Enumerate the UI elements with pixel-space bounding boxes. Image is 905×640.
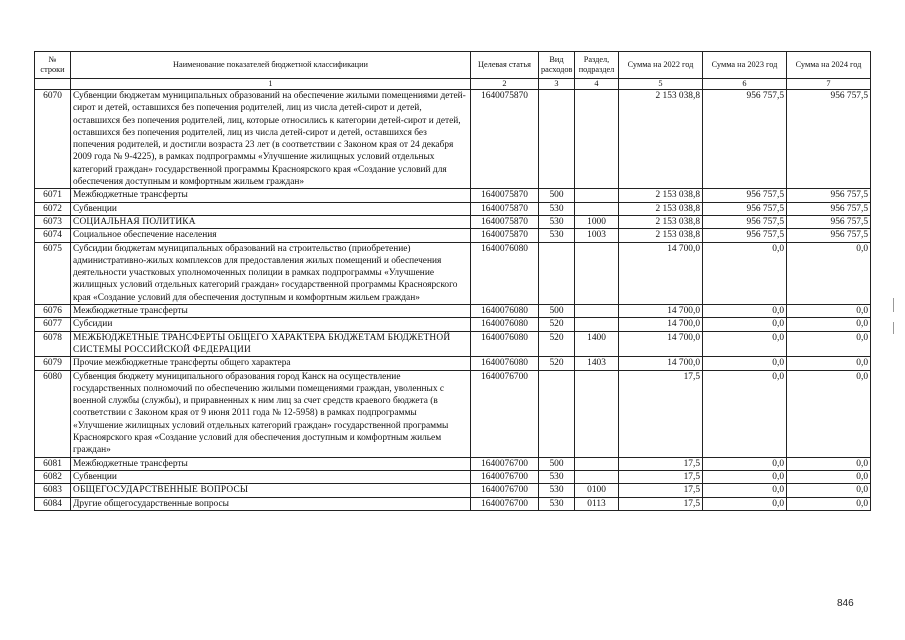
budget-table <box>34 51 871 511</box>
sum-2024: 0,0 <box>787 305 871 318</box>
scan-margin-mark <box>893 322 894 334</box>
table-row <box>35 331 871 357</box>
section <box>575 189 619 202</box>
target-article: 1640076080 <box>471 305 539 318</box>
row-number: 6074 <box>35 229 71 242</box>
sum-2022: 2 153 038,8 <box>619 189 703 202</box>
expense-type: 530 <box>539 470 575 483</box>
section <box>575 470 619 483</box>
sum-2022: 17,5 <box>619 470 703 483</box>
sum-2024: 956 757,5 <box>787 189 871 202</box>
section: 0113 <box>575 497 619 510</box>
header-target-article: Целевая статья <box>471 52 539 79</box>
indicator-name: Другие общегосударственные вопросы <box>71 497 471 510</box>
indicator-name: ОБЩЕГОСУДАРСТВЕННЫЕ ВОПРОСЫ <box>71 484 471 497</box>
target-article: 1640075870 <box>471 202 539 215</box>
table-header <box>35 52 871 90</box>
section <box>575 242 619 304</box>
column-number-row <box>35 79 871 90</box>
expense-type: 530 <box>539 215 575 228</box>
sum-2023: 0,0 <box>703 497 787 510</box>
sum-2023: 0,0 <box>703 484 787 497</box>
row-number: 6075 <box>35 242 71 304</box>
column-number: 7 <box>787 79 871 90</box>
section: 1003 <box>575 229 619 242</box>
indicator-name: Субвенции <box>71 470 471 483</box>
sum-2023: 956 757,5 <box>703 229 787 242</box>
expense-type: 500 <box>539 457 575 470</box>
sum-2022: 14 700,0 <box>619 318 703 331</box>
expense-type: 500 <box>539 189 575 202</box>
table-row <box>35 215 871 228</box>
row-number: 6079 <box>35 357 71 370</box>
row-number: 6071 <box>35 189 71 202</box>
sum-2023: 0,0 <box>703 242 787 304</box>
header-sum-2023: Сумма на 2023 год <box>703 52 787 79</box>
indicator-name: МЕЖБЮДЖЕТНЫЕ ТРАНСФЕРТЫ ОБЩЕГО ХАРАКТЕРА БЮДЖЕТАМ БЮДЖЕТНОЙ СИСТЕМЫ РОССИЙСКОЙ ФЕДЕРАЦИИ <box>71 331 471 357</box>
section: 0100 <box>575 484 619 497</box>
target-article: 1640076080 <box>471 318 539 331</box>
section <box>575 202 619 215</box>
target-article: 1640076080 <box>471 331 539 357</box>
indicator-name: Межбюджетные трансферты <box>71 189 471 202</box>
row-number: 6081 <box>35 457 71 470</box>
sum-2023: 956 757,5 <box>703 215 787 228</box>
sum-2024: 956 757,5 <box>787 202 871 215</box>
header-indicator-name: Наименование показателей бюджетной классификации <box>71 52 471 79</box>
column-number: 1 <box>71 79 471 90</box>
table-row <box>35 242 871 304</box>
table-row <box>35 318 871 331</box>
target-article: 1640076080 <box>471 357 539 370</box>
expense-type: 500 <box>539 305 575 318</box>
expense-type: 520 <box>539 318 575 331</box>
table-row <box>35 90 871 189</box>
sum-2022: 17,5 <box>619 457 703 470</box>
column-number: 2 <box>471 79 539 90</box>
row-number: 6076 <box>35 305 71 318</box>
row-number: 6070 <box>35 90 71 189</box>
indicator-name: Субсидии <box>71 318 471 331</box>
table-body <box>35 90 871 511</box>
sum-2024: 0,0 <box>787 470 871 483</box>
header-expense-type: Вид расходов <box>539 52 575 79</box>
expense-type: 520 <box>539 331 575 357</box>
row-number: 6077 <box>35 318 71 331</box>
table-row <box>35 370 871 457</box>
header-sum-2024: Сумма на 2024 год <box>787 52 871 79</box>
column-number: 4 <box>575 79 619 90</box>
row-number: 6082 <box>35 470 71 483</box>
sum-2022: 2 153 038,8 <box>619 202 703 215</box>
target-article: 1640076700 <box>471 497 539 510</box>
sum-2022: 14 700,0 <box>619 305 703 318</box>
sum-2024: 0,0 <box>787 318 871 331</box>
section <box>575 370 619 457</box>
target-article: 1640076700 <box>471 370 539 457</box>
column-number: 5 <box>619 79 703 90</box>
indicator-name: Субсидии бюджетам муниципальных образований на строительство (приобретение) административно-жилых комплексов для предоставления жилых помещений и обеспечения деятельности участковых уполномоченных полиции в рамках подпрограммы «Улучшение жилищных условий отдельных категорий граждан» государственной программы Красноярского края «Создание условий для обеспечения доступным и комфортным жильем граждан» <box>71 242 471 304</box>
section <box>575 90 619 189</box>
sum-2024: 0,0 <box>787 331 871 357</box>
indicator-name: Субвенции бюджетам муниципальных образований на обеспечение жилыми помещениями детей-сирот и детей, оставшихся без попечения родителей, лиц из числа детей-сирот и детей, оставшихся без попечения родителей, лиц, которые относились к категории детей-сирот и детей, оставшихся без попечения родителей, лиц из числа детей-сирот и детей, оставшихся без попечения родителей, и достигли возраста 23 лет (в соответствии с Законом края от 24 декабря 2009 года № 9-4225), в рамках подпрограммы «Улучшение жилищных условий отдельных категорий граждан» государственной программы Красноярского края «Создание условий для обеспечения доступным и комфортным жильем граждан» <box>71 90 471 189</box>
target-article: 1640076080 <box>471 242 539 304</box>
sum-2023: 956 757,5 <box>703 202 787 215</box>
indicator-name: Субвенции <box>71 202 471 215</box>
section <box>575 305 619 318</box>
sum-2022: 14 700,0 <box>619 331 703 357</box>
table-row <box>35 497 871 510</box>
header-row-number: № строки <box>35 52 71 79</box>
sum-2024: 956 757,5 <box>787 90 871 189</box>
column-number <box>35 79 71 90</box>
expense-type <box>539 242 575 304</box>
section <box>575 457 619 470</box>
row-number: 6080 <box>35 370 71 457</box>
sum-2024: 956 757,5 <box>787 215 871 228</box>
expense-type <box>539 370 575 457</box>
sum-2022: 17,5 <box>619 370 703 457</box>
expense-type: 530 <box>539 202 575 215</box>
indicator-name: Социальное обеспечение населения <box>71 229 471 242</box>
sum-2022: 17,5 <box>619 497 703 510</box>
target-article: 1640076700 <box>471 457 539 470</box>
sum-2024: 0,0 <box>787 484 871 497</box>
expense-type: 530 <box>539 497 575 510</box>
table-row <box>35 229 871 242</box>
table-row <box>35 202 871 215</box>
sum-2022: 2 153 038,8 <box>619 229 703 242</box>
expense-type: 530 <box>539 229 575 242</box>
target-article: 1640075870 <box>471 229 539 242</box>
target-article: 1640076700 <box>471 484 539 497</box>
indicator-name: Межбюджетные трансферты <box>71 305 471 318</box>
sum-2023: 0,0 <box>703 457 787 470</box>
column-number: 6 <box>703 79 787 90</box>
header-row <box>35 52 871 79</box>
target-article: 1640075870 <box>471 215 539 228</box>
row-number: 6072 <box>35 202 71 215</box>
sum-2022: 17,5 <box>619 484 703 497</box>
table-row <box>35 470 871 483</box>
section <box>575 318 619 331</box>
expense-type <box>539 90 575 189</box>
section: 1403 <box>575 357 619 370</box>
sum-2022: 2 153 038,8 <box>619 215 703 228</box>
header-sum-2022: Сумма на 2022 год <box>619 52 703 79</box>
sum-2023: 0,0 <box>703 331 787 357</box>
sum-2023: 0,0 <box>703 305 787 318</box>
sum-2022: 14 700,0 <box>619 357 703 370</box>
target-article: 1640075870 <box>471 90 539 189</box>
row-number: 6083 <box>35 484 71 497</box>
table-row <box>35 484 871 497</box>
section: 1000 <box>575 215 619 228</box>
row-number: 6073 <box>35 215 71 228</box>
table-row <box>35 357 871 370</box>
column-number: 3 <box>539 79 575 90</box>
indicator-name: Субвенция бюджету муниципального образования город Канск на осуществление государственных полномочий по обеспечению жилыми помещениями граждан, уволенных с военной службы (службы), и приравненных к ним лиц за счет средств краевого бюджета (в соответствии с Законом края от 9 июня 2011 года № 12-5958) в рамках подпрограммы «Улучшение жилищных условий отдельных категорий граждан» государственной программы Красноярского края «Создание условий для обеспечения доступным и комфортным жильем граждан» <box>71 370 471 457</box>
target-article: 1640075870 <box>471 189 539 202</box>
sum-2024: 0,0 <box>787 357 871 370</box>
row-number: 6084 <box>35 497 71 510</box>
scan-margin-mark <box>893 298 894 312</box>
sum-2023: 956 757,5 <box>703 90 787 189</box>
table-row <box>35 305 871 318</box>
table-row <box>35 457 871 470</box>
sum-2023: 0,0 <box>703 357 787 370</box>
sum-2024: 0,0 <box>787 242 871 304</box>
sum-2023: 0,0 <box>703 318 787 331</box>
expense-type: 520 <box>539 357 575 370</box>
sum-2024: 0,0 <box>787 457 871 470</box>
sum-2024: 956 757,5 <box>787 229 871 242</box>
expense-type: 530 <box>539 484 575 497</box>
indicator-name: Прочие межбюджетные трансферты общего характера <box>71 357 471 370</box>
sum-2023: 0,0 <box>703 370 787 457</box>
indicator-name: Межбюджетные трансферты <box>71 457 471 470</box>
sum-2023: 956 757,5 <box>703 189 787 202</box>
section: 1400 <box>575 331 619 357</box>
sum-2023: 0,0 <box>703 470 787 483</box>
sum-2024: 0,0 <box>787 370 871 457</box>
header-section: Раздел, подраздел <box>575 52 619 79</box>
sum-2022: 2 153 038,8 <box>619 90 703 189</box>
row-number: 6078 <box>35 331 71 357</box>
sum-2024: 0,0 <box>787 497 871 510</box>
indicator-name: СОЦИАЛЬНАЯ ПОЛИТИКА <box>71 215 471 228</box>
page-number: 846 <box>837 598 854 609</box>
sum-2022: 14 700,0 <box>619 242 703 304</box>
table-row <box>35 189 871 202</box>
target-article: 1640076700 <box>471 470 539 483</box>
